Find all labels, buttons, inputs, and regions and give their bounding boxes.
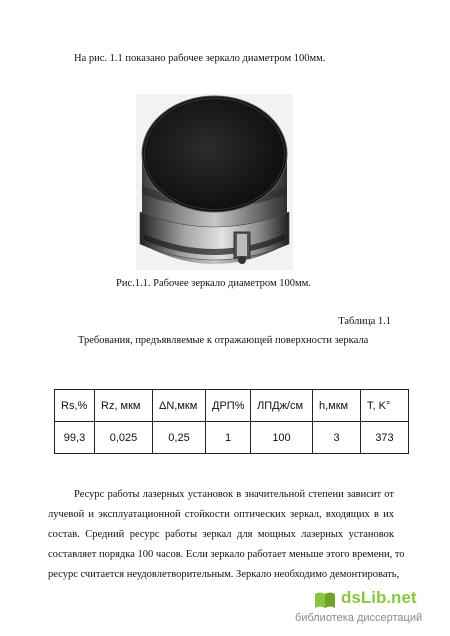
value-lp: 100 [251,422,313,454]
body-paragraph [48,485,405,585]
body-line-5: ресурс считается неудовлетворительным. Зеркало необходимо демонтировать, [48,569,400,580]
value-rz: 0,025 [95,422,153,454]
watermark [295,588,445,632]
table-title: Требования, предъявляемые к отражающей поверхности зеркала [78,335,369,346]
table-row [55,422,409,454]
mirror-photo [136,94,293,270]
body-line-3: состав. Средний ресурс работы зеркал для мощных лазерных установок [48,529,394,540]
requirements-table [54,389,409,454]
body-line-1: Ресурс работы лазерных установок в значительной степени зависит от [74,489,394,500]
header-lp: ЛПДж/см [251,390,313,422]
watermark-subtitle: библиотека диссертаций [295,612,423,624]
header-rz: Rz, мкм [95,390,153,422]
body-line-2: лучевой и эксплуатационной стойкости оптических зеркал, входящих в их [48,509,394,520]
value-rs: 99,3 [55,422,95,454]
header-drp: ДРП% [206,390,251,422]
table-number: Таблица 1.1 [338,316,391,327]
header-rs: Rs,% [55,390,95,422]
figure-caption: Рис.1.1. Рабочее зеркало диаметром 100мм. [116,278,311,289]
header-dn: ΔN,мкм [153,390,206,422]
watermark-brand: dsLib.net [341,588,417,607]
header-h: h,мкм [313,390,361,422]
value-dn: 0,25 [153,422,206,454]
table-header-row [55,390,409,422]
value-h: 3 [313,422,361,454]
body-line-4: составляет порядка 100 часов. Если зеркало работает меньше этого времени, то [48,549,405,560]
header-t: T, K° [361,390,409,422]
intro-paragraph: На рис. 1.1 показано рабочее зеркало диаметром 100мм. [74,53,326,64]
value-t: 373 [361,422,409,454]
value-drp: 1 [206,422,251,454]
book-logo-icon [313,590,337,610]
